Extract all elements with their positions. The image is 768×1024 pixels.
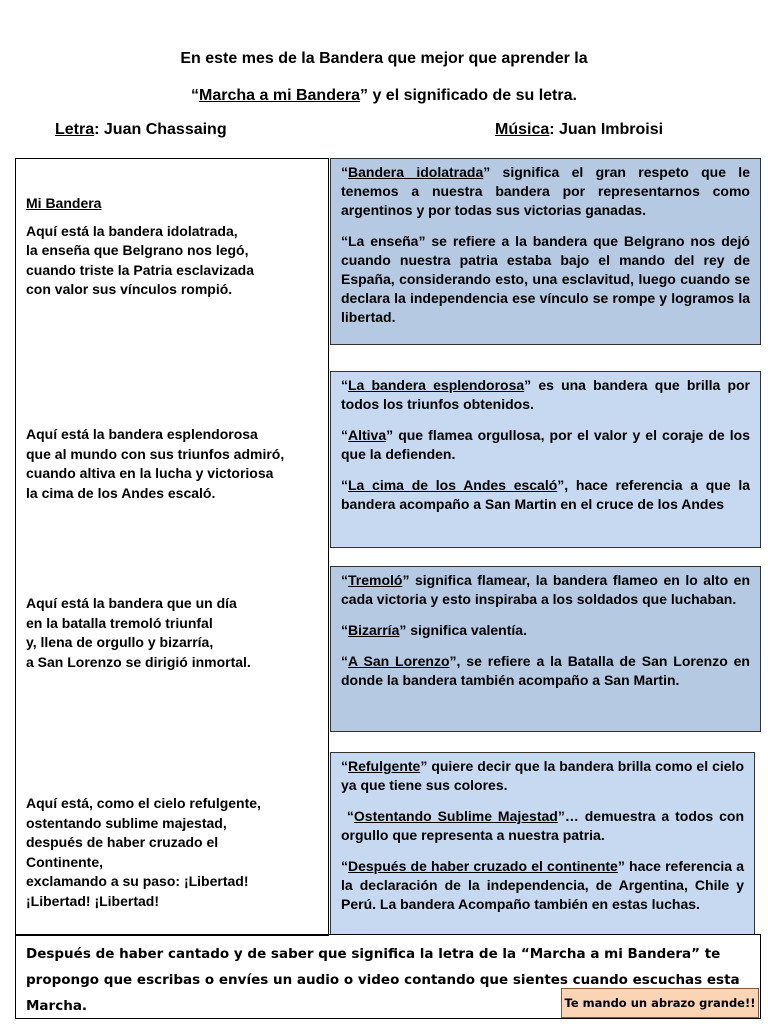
meaning-term: Después de haber cruzado el continente xyxy=(348,858,618,874)
poem-line: después de haber cruzado el xyxy=(26,834,219,850)
music-credit xyxy=(495,121,663,139)
meaning-paragraph: “Altiva” que flamea orgullosa, por el valor y el coraje de los que la defienden. xyxy=(341,427,750,462)
meaning-term: La cima de los Andes escaló xyxy=(348,477,558,493)
heading-line-2 xyxy=(0,87,768,105)
meaning-text: ” quiere decir que la bandera brilla como el cielo ya que tiene sus colores. xyxy=(341,758,744,793)
poem-line: Aquí está la bandera que un día xyxy=(26,595,237,611)
meaning-paragraph: “A San Lorenzo”, se refiere a la Batalla de San Lorenzo en donde la bandera también acompaño a San Martin. xyxy=(341,653,750,688)
poem-line: cuando altiva en la lucha y victoriosa xyxy=(26,465,274,481)
meaning-paragraph: “La cima de los Andes escaló”, hace referencia a que la bandera acompaño a San Martin en el cruce de los Andes xyxy=(341,477,750,512)
meaning-text: ” hace referencia a la declaración de la independencia, de Argentina, Chile y Perú. La bandera Acompaño también en estas luchas. xyxy=(341,858,745,912)
closing-instructions: Después de haber cantado y de saber que significa la letra de la “Marcha a mi Bandera” te propongo que escribas o envíes un audio o video contando que sientes cuando escuchas esta Marcha. xyxy=(15,934,761,1019)
poem-line: a San Lorenzo se dirigió inmortal. xyxy=(26,653,251,670)
poem-line: ¡Libertad! ¡Libertad! xyxy=(26,892,159,909)
poem-line: que al mundo con sus triunfos admiró, xyxy=(26,445,285,462)
meaning-paragraph: “Bandera idolatrada” significa el gran respeto que le tenemos a nuestra bandera por representarnos como argentinos y por todas sus victorias ganadas. xyxy=(341,164,750,218)
heading-line-1: En este mes de la Bandera que mejor que aprender la xyxy=(180,50,588,67)
meaning-paragraph: “Ostentando Sublime Majestad”… demuestra a todos con orgullo que representa a nuestra patria. xyxy=(341,808,744,843)
meaning-box-2 xyxy=(330,371,761,548)
poem-line: Aquí está, como el cielo refulgente, xyxy=(26,795,261,811)
poem-line: la enseña que Belgrano nos legó, xyxy=(26,242,249,258)
meaning-paragraph xyxy=(341,232,750,327)
poem-line: Aquí está la bandera idolatrada, xyxy=(26,222,238,239)
meaning-paragraph: “Refulgente” quiere decir que la bandera brilla como el cielo ya que tiene sus colores. xyxy=(341,758,744,793)
meaning-text: ” significa valentía. xyxy=(399,622,527,638)
poem-title: Mi Bandera xyxy=(26,195,102,211)
lyrics-credit xyxy=(55,121,227,139)
stanza-2 xyxy=(26,425,326,503)
music-author: : Juan Imbroisi xyxy=(549,121,664,138)
meaning-text: ”, se refiere a la Batalla de San Lorenzo en donde la bandera también acompaño a San Martin. xyxy=(341,653,750,688)
poem-line: exclamando a su paso: ¡Libertad! xyxy=(26,873,249,889)
open-quote: “ xyxy=(191,87,200,104)
poem-line: la cima de los Andes escaló. xyxy=(26,484,216,501)
poem-line: y, llena de orgullo y bizarría, xyxy=(26,634,214,650)
stanza-4 xyxy=(26,794,326,911)
meaning-box-4 xyxy=(330,752,755,935)
meaning-text: ” significa el gran respeto que le tenemos a nuestra bandera por representarnos como argentinos y por todas sus victorias ganadas. xyxy=(341,164,750,218)
meaning-term: A San Lorenzo xyxy=(348,653,450,669)
meaning-text: ”, hace referencia a que la bandera acompaño a San Martin en el cruce de los Andes xyxy=(341,477,750,512)
meaning-box-3 xyxy=(330,566,761,732)
poem-line: ostentando sublime majestad, xyxy=(26,814,227,831)
meaning-paragraph: “La bandera esplendorosa” es una bandera que brilla por todos los triunfos obtenidos. xyxy=(341,377,750,412)
lyrics-label: Letra xyxy=(55,121,95,138)
poem-line: Continente, xyxy=(26,853,103,870)
meaning-text: ”… demuestra a todos con orgullo que representa a nuestra patria. xyxy=(341,808,744,843)
meaning-term: Refulgente xyxy=(348,758,421,774)
meaning-text: ” es una bandera que brilla por todos los triunfos obtenidos. xyxy=(341,377,750,412)
meaning-term: Bandera idolatrada xyxy=(348,164,484,180)
stanza-1 xyxy=(26,194,326,300)
meaning-text: ” que flamea orgullosa, por el valor y el coraje de los que la defienden. xyxy=(341,427,750,462)
meaning-term: La bandera esplendorosa xyxy=(348,377,525,393)
lyrics-author: : Juan Chassaing xyxy=(94,121,227,138)
song-title: Marcha a mi Bandera xyxy=(199,87,360,104)
meaning-text: ” significa flamear, la bandera flameo en lo alto en cada victoria y esto inspiraba a los soldados que luchaban. xyxy=(341,572,750,607)
stanza-3 xyxy=(26,594,326,672)
meaning-paragraph: “Después de haber cruzado el continente” hace referencia a la declaración de la independencia, de Argentina, Chile y Perú. La bandera Acompaño también en estas luchas. xyxy=(341,858,745,912)
meaning-text: “La enseña” se refiere a la bandera que Belgrano nos dejó cuando nuestra patria estaba bajo el mando del rey de España, considerando esto, una esclavitud, luego cuando se declara la independencia ese vínculo se rompe y logramos la libertad. xyxy=(341,233,750,325)
music-label: Música xyxy=(495,121,550,138)
meaning-term: Tremoló xyxy=(348,572,403,588)
poem-line: en la batalla tremoló triunfal xyxy=(26,614,213,631)
meaning-term: Altiva xyxy=(348,427,387,443)
greeting-sticker: Te mando un abrazo grande!! xyxy=(561,988,759,1018)
meaning-term: Bizarría xyxy=(348,622,400,638)
poem-line: cuando triste la Patria esclavizada xyxy=(26,261,254,278)
meaning-paragraph: “Tremoló” significa flamear, la bandera flameo en lo alto en cada victoria y esto inspiraba a los soldados que luchaban. xyxy=(341,572,750,607)
heading-line-2-rest: ” y el significado de su letra. xyxy=(360,87,577,104)
poem-line: Aquí está la bandera esplendorosa xyxy=(26,426,258,442)
meaning-box-1 xyxy=(330,158,761,345)
meaning-paragraph: “Bizarría” significa valentía. xyxy=(341,622,527,638)
meaning-term: Ostentando Sublime Majestad xyxy=(353,808,558,824)
poem-line: con valor sus vínculos rompió. xyxy=(26,281,233,297)
